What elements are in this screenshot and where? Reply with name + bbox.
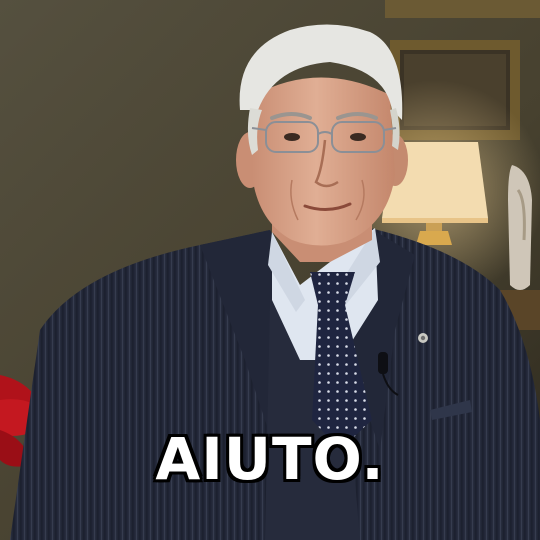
meme-caption: AIUTO. <box>155 425 385 493</box>
